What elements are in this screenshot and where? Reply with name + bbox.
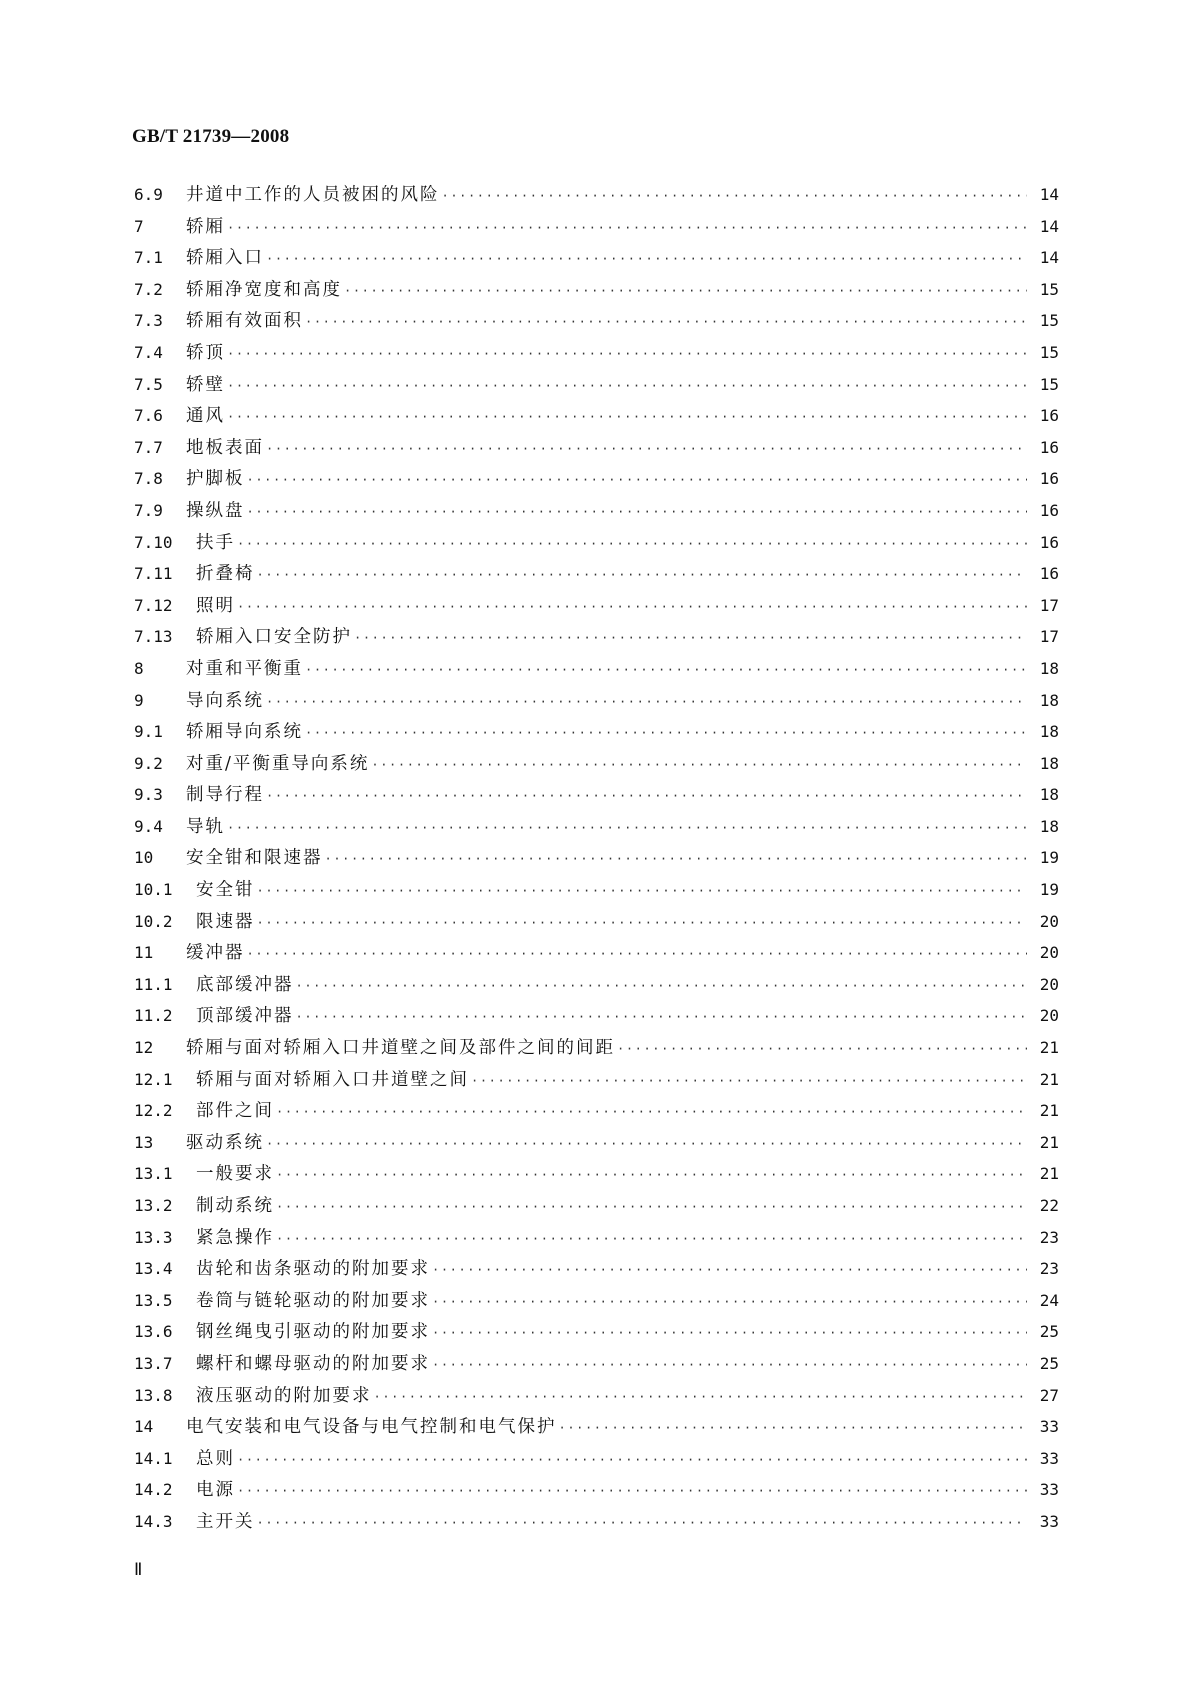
- toc-entry-page: 15: [1039, 374, 1059, 394]
- toc-entry-number: 7.11: [134, 564, 173, 584]
- toc-dot-leader: [276, 1232, 1027, 1246]
- toc-entry-title: 操纵盘: [186, 500, 245, 521]
- toc-entry-number: 14.3: [134, 1511, 173, 1531]
- toc-dot-leader: [266, 695, 1027, 709]
- toc-entry-number: 8: [134, 658, 144, 678]
- toc-entry-title: 导向系统: [186, 690, 264, 711]
- toc-entry: [134, 781, 1059, 813]
- toc-entry-page: 19: [1039, 880, 1059, 900]
- toc-entry-title: 总则: [196, 1448, 235, 1469]
- toc-entry: [134, 529, 1059, 561]
- toc-entry-number: 7.1: [134, 248, 163, 268]
- toc-entry-title: 轿厢: [186, 216, 225, 237]
- toc-entry-page: 14: [1039, 216, 1059, 236]
- toc-entry-title: 紧急操作: [196, 1227, 274, 1248]
- toc-entry-title: 卷筒与链轮驱动的附加要求: [196, 1290, 430, 1311]
- toc-entry-number: 7.9: [134, 500, 163, 520]
- toc-entry: [134, 1097, 1059, 1129]
- toc-dot-leader: [237, 1453, 1027, 1467]
- toc-dot-leader: [266, 789, 1027, 803]
- toc-entry: [134, 1350, 1059, 1382]
- toc-entry-title: 轿壁: [186, 374, 225, 395]
- toc-entry-page: 33: [1039, 1417, 1059, 1437]
- toc-entry-number: 7.10: [134, 532, 173, 552]
- toc-entry-number: 7.3: [134, 311, 163, 331]
- toc-entry: [134, 465, 1059, 497]
- toc-entry: [134, 939, 1059, 971]
- toc-dot-leader: [296, 979, 1028, 993]
- toc-dot-leader: [432, 1326, 1027, 1340]
- toc-entry-number: 13.4: [134, 1259, 173, 1279]
- toc-entry-title: 限速器: [196, 911, 255, 932]
- toc-entry: [134, 497, 1059, 529]
- toc-entry-title: 电源: [196, 1480, 235, 1501]
- toc-entry-title: 轿顶: [186, 342, 225, 363]
- toc-entry-page: 21: [1039, 1101, 1059, 1121]
- toc-entry-number: 11: [134, 943, 154, 963]
- toc-dot-leader: [266, 252, 1027, 266]
- toc-entry-title: 轿厢入口: [186, 248, 264, 269]
- toc-entry-number: 7.13: [134, 627, 173, 647]
- toc-entry-page: 21: [1039, 1132, 1059, 1152]
- toc-entry-page: 15: [1039, 279, 1059, 299]
- toc-entry-page: 25: [1039, 1322, 1059, 1342]
- toc-entry: [134, 1255, 1059, 1287]
- toc-dot-leader: [617, 1042, 1027, 1056]
- toc-entry: [134, 339, 1059, 371]
- toc-entry-page: 33: [1039, 1480, 1059, 1500]
- toc-entry-page: 20: [1039, 974, 1059, 994]
- toc-entry-page: 16: [1039, 437, 1059, 457]
- toc-entry-title: 对重/平衡重导向系统: [186, 753, 370, 774]
- toc-entry-title: 螺杆和螺母驱动的附加要求: [196, 1353, 430, 1374]
- toc-entry-title: 对重和平衡重: [186, 658, 303, 679]
- toc-entry-number: 10.1: [134, 880, 173, 900]
- toc-entry: [134, 244, 1059, 276]
- toc-entry-number: 7.12: [134, 595, 173, 615]
- toc-dot-leader: [266, 1137, 1027, 1151]
- toc-entry-number: 13.6: [134, 1322, 173, 1342]
- toc-entry: [134, 181, 1059, 213]
- toc-entry-number: 9: [134, 690, 144, 710]
- toc-entry: [134, 1318, 1059, 1350]
- toc-entry: [134, 844, 1059, 876]
- toc-entry-number: 9.4: [134, 816, 163, 836]
- toc-entry-page: 16: [1039, 469, 1059, 489]
- toc-dot-leader: [432, 1263, 1027, 1277]
- toc-dot-leader: [374, 1390, 1028, 1404]
- toc-entry-number: 9.3: [134, 785, 163, 805]
- toc-dot-leader: [247, 473, 1028, 487]
- toc-entry-title: 顶部缓冲器: [196, 1006, 294, 1027]
- toc-entry-number: 6.9: [134, 185, 163, 204]
- toc-entry-number: 13.2: [134, 1196, 173, 1215]
- toc-entry-title: 电气安装和电气设备与电气控制和电气保护: [186, 1417, 557, 1438]
- toc-dot-leader: [227, 379, 1027, 393]
- toc-dot-leader: [257, 1516, 1028, 1530]
- toc-entry-title: 齿轮和齿条驱动的附加要求: [196, 1259, 430, 1280]
- toc-dot-leader: [257, 916, 1028, 930]
- toc-entry-page: 14: [1039, 248, 1059, 268]
- toc-entry-title: 通风: [186, 406, 225, 427]
- toc-entry-page: 18: [1039, 658, 1059, 678]
- toc-entry-title: 一般要求: [196, 1164, 274, 1185]
- toc-entry-page: 25: [1039, 1353, 1059, 1373]
- toc-entry: [134, 1066, 1059, 1098]
- toc-dot-leader: [305, 663, 1027, 677]
- toc-entry-title: 轿厢净宽度和高度: [186, 279, 342, 300]
- toc-dot-leader: [432, 1295, 1027, 1309]
- toc-entry-page: 23: [1039, 1227, 1059, 1247]
- toc-entry: [134, 971, 1059, 1003]
- toc-entry-page: 22: [1039, 1196, 1059, 1215]
- toc-dot-leader: [442, 189, 1028, 203]
- toc-entry-page: 21: [1039, 1069, 1059, 1089]
- toc-entry: [134, 687, 1059, 719]
- toc-entry-number: 14.2: [134, 1480, 173, 1500]
- toc-dot-leader: [227, 347, 1027, 361]
- toc-entry: [134, 213, 1059, 245]
- toc-entry-number: 14: [134, 1417, 154, 1437]
- toc-entry-title: 导轨: [186, 816, 225, 837]
- toc-entry: [134, 718, 1059, 750]
- toc-entry-title: 井道中工作的人员被困的风险: [186, 185, 440, 205]
- toc-entry-title: 轿厢入口安全防护: [196, 627, 352, 648]
- toc-dot-leader: [237, 537, 1027, 551]
- toc-entry-title: 地板表面: [186, 437, 264, 458]
- toc-entry: [134, 876, 1059, 908]
- toc-entry-page: 21: [1039, 1038, 1059, 1058]
- toc-dot-leader: [247, 505, 1028, 519]
- toc-entry-number: 13: [134, 1132, 154, 1152]
- toc-entry-title: 钢丝绳曳引驱动的附加要求: [196, 1322, 430, 1343]
- toc-entry-number: 11.2: [134, 1006, 173, 1026]
- toc-entry-number: 7.5: [134, 374, 163, 394]
- toc-entry: [134, 908, 1059, 940]
- toc-entry-number: 7: [134, 216, 144, 236]
- toc-entry: [134, 307, 1059, 339]
- toc-entry: [134, 276, 1059, 308]
- page-number: Ⅱ: [134, 1560, 143, 1579]
- toc-entry-number: 9.2: [134, 753, 163, 773]
- toc-entry-number: 13.3: [134, 1227, 173, 1247]
- toc-entry-title: 驱动系统: [186, 1132, 264, 1153]
- toc-entry: [134, 1445, 1059, 1477]
- toc-entry-title: 轿厢与面对轿厢入口井道壁之间及部件之间的间距: [186, 1038, 615, 1059]
- toc-entry-page: 23: [1039, 1259, 1059, 1279]
- toc-entry-number: 11.1: [134, 974, 173, 994]
- toc-entry-page: 15: [1039, 342, 1059, 362]
- toc-entry-title: 轿厢导向系统: [186, 722, 303, 743]
- toc-entry-page: 24: [1039, 1290, 1059, 1310]
- toc-entry-number: 12.1: [134, 1069, 173, 1089]
- toc-entry-page: 20: [1039, 943, 1059, 963]
- toc-dot-leader: [276, 1105, 1027, 1119]
- toc-entry-page: 18: [1039, 816, 1059, 836]
- toc-entry-number: 13.8: [134, 1385, 173, 1405]
- toc-dot-leader: [296, 1010, 1028, 1024]
- toc-entry: [134, 1129, 1059, 1161]
- toc-entry-number: 9.1: [134, 722, 163, 742]
- toc-entry-title: 制动系统: [196, 1196, 274, 1216]
- toc-entry-title: 照明: [196, 595, 235, 616]
- toc-entry-number: 10.2: [134, 911, 173, 931]
- toc-entry-number: 7.2: [134, 279, 163, 299]
- toc-entry-title: 轿厢有效面积: [186, 311, 303, 332]
- toc-entry-number: 7.8: [134, 469, 163, 489]
- toc-entry: [134, 1287, 1059, 1319]
- toc-entry-title: 护脚板: [186, 469, 245, 490]
- toc-entry-title: 安全钳和限速器: [186, 848, 323, 869]
- toc-entry-page: 33: [1039, 1448, 1059, 1468]
- toc-entry-page: 21: [1039, 1164, 1059, 1184]
- toc-dot-leader: [247, 947, 1028, 961]
- toc-entry-number: 13.5: [134, 1290, 173, 1310]
- toc-dot-leader: [276, 1200, 1027, 1214]
- toc-dot-leader: [471, 1074, 1027, 1088]
- toc-entry: [134, 1476, 1059, 1508]
- toc-entry: [134, 1002, 1059, 1034]
- toc-entry: [134, 1508, 1059, 1540]
- toc-entry-title: 主开关: [196, 1511, 255, 1532]
- toc-entry-number: 13.1: [134, 1164, 173, 1184]
- toc-dot-leader: [227, 821, 1027, 835]
- toc-entry-number: 7.7: [134, 437, 163, 457]
- toc-entry-title: 轿厢与面对轿厢入口井道壁之间: [196, 1069, 469, 1090]
- toc-entry-title: 折叠椅: [196, 564, 255, 585]
- toc-entry-page: 18: [1039, 722, 1059, 742]
- toc-dot-leader: [344, 284, 1027, 298]
- toc-entry: [134, 371, 1059, 403]
- toc-dot-leader: [276, 1168, 1027, 1182]
- toc-entry-number: 14.1: [134, 1448, 173, 1468]
- toc-entry-title: 部件之间: [196, 1101, 274, 1122]
- toc-dot-leader: [371, 758, 1027, 772]
- toc-dot-leader: [237, 1484, 1027, 1498]
- toc-entry: [134, 592, 1059, 624]
- toc-entry-page: 14: [1039, 185, 1059, 204]
- toc-entry: [134, 1192, 1059, 1224]
- toc-entry-page: 16: [1039, 500, 1059, 520]
- toc-entry-page: 33: [1039, 1511, 1059, 1531]
- toc-entry-number: 7.4: [134, 342, 163, 362]
- toc-entry-page: 18: [1039, 785, 1059, 805]
- toc-entry-page: 16: [1039, 532, 1059, 552]
- toc-entry-title: 制导行程: [186, 785, 264, 806]
- toc-entry-page: 20: [1039, 1006, 1059, 1026]
- toc-entry-page: 17: [1039, 595, 1059, 615]
- toc-entry-title: 缓冲器: [186, 943, 245, 964]
- toc-dot-leader: [305, 315, 1027, 329]
- toc-entry-title: 液压驱动的附加要求: [196, 1385, 372, 1406]
- toc-dot-leader: [559, 1421, 1028, 1435]
- toc-entry: [134, 402, 1059, 434]
- toc-entry: [134, 623, 1059, 655]
- toc-dot-leader: [305, 726, 1027, 740]
- toc-entry-page: 16: [1039, 406, 1059, 426]
- toc-entry: [134, 434, 1059, 466]
- toc-entry: [134, 750, 1059, 782]
- toc-entry-number: 13.7: [134, 1353, 173, 1373]
- toc-entry-page: 17: [1039, 627, 1059, 647]
- standard-number: GB/T 21739—2008: [132, 126, 290, 147]
- toc-entry-page: 19: [1039, 848, 1059, 868]
- toc-dot-leader: [325, 852, 1028, 866]
- toc-entry-number: 12: [134, 1038, 154, 1058]
- toc-entry: [134, 1382, 1059, 1414]
- toc-entry-number: 12.2: [134, 1101, 173, 1121]
- toc-dot-leader: [257, 884, 1028, 898]
- toc-entry: [134, 1160, 1059, 1192]
- toc-entry-title: 安全钳: [196, 880, 255, 901]
- toc-dot-leader: [354, 631, 1027, 645]
- toc-entry-page: 18: [1039, 690, 1059, 710]
- toc-entry-title: 底部缓冲器: [196, 974, 294, 995]
- toc-dot-leader: [227, 410, 1027, 424]
- toc-dot-leader: [227, 221, 1027, 235]
- toc-entry-page: 27: [1039, 1385, 1059, 1405]
- toc-entry: [134, 1224, 1059, 1256]
- toc-entry: [134, 1413, 1059, 1445]
- toc-entry-title: 扶手: [196, 532, 235, 553]
- toc-entry-page: 15: [1039, 311, 1059, 331]
- toc-entry-page: 18: [1039, 753, 1059, 773]
- toc-entry: [134, 1034, 1059, 1066]
- table-of-contents: [134, 181, 1059, 1540]
- toc-dot-leader: [237, 600, 1027, 614]
- toc-entry-number: 10: [134, 848, 154, 868]
- toc-dot-leader: [432, 1358, 1027, 1372]
- toc-entry: [134, 655, 1059, 687]
- toc-entry: [134, 813, 1059, 845]
- toc-entry-page: 20: [1039, 911, 1059, 931]
- toc-entry-page: 16: [1039, 564, 1059, 584]
- toc-dot-leader: [266, 442, 1027, 456]
- toc-entry-number: 7.6: [134, 406, 163, 426]
- toc-dot-leader: [257, 568, 1028, 582]
- toc-entry: [134, 560, 1059, 592]
